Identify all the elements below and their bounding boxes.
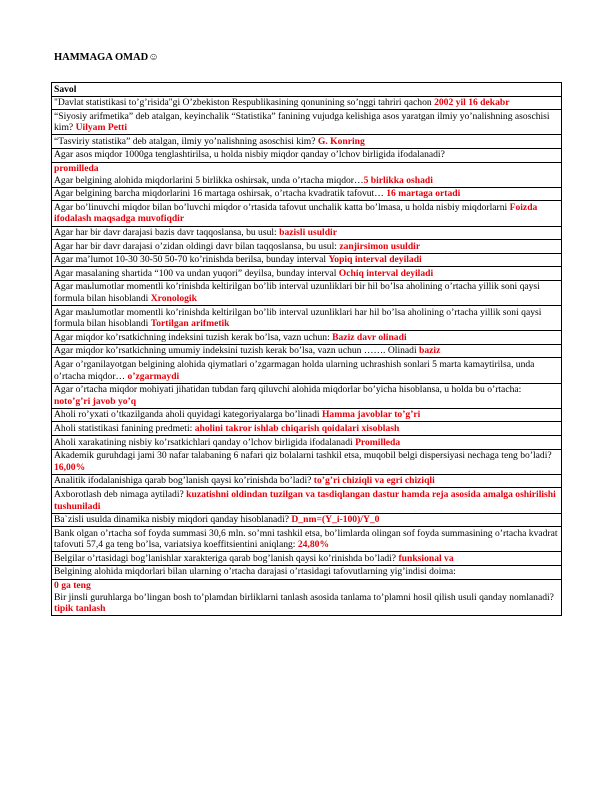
answer-text: Tortilgan arifmetik xyxy=(150,318,230,330)
question-text: Agar bo’linuvchi miqdor bilan bo’luvchi miqdor o’rtasida tafovut unchalik katta bo’lmasa, u holda nisbiy miqdorlarni xyxy=(54,201,510,213)
question-text: "Davlat statistikasi to’g’risida"gi O’zbekiston Respublikasining qonunining so’nggi tahriri qachon xyxy=(54,97,435,109)
question-text: Agar har bir davr darajasi bazis davr taqqoslansa, bu usul: xyxy=(54,227,280,239)
question-text: Agar miqdor ko’rsatkichning indeksini tuzish kerak bo’lsa, vazn uchun: xyxy=(54,331,333,343)
question-cell xyxy=(52,422,562,436)
question-cell xyxy=(52,488,562,513)
table-row xyxy=(52,226,562,240)
question-text: Bank olgan o’rtacha sof foyda summasi 30,6 mln. so’mni tashkil etsa, bo’limlarda olingan sof foyda summasining o’rtacha kvadrat tafovuti 57,4 ga teng bo’lsa, variatsiya koeffitsientini aniqlang: xyxy=(54,527,558,551)
answer-text: funksional va xyxy=(398,552,454,564)
question-text: Agar asos miqdor 1000ga tenglashtirilsa, u holda nisbiy miqdor qanday o’lchov birligida ifodalanadi? xyxy=(54,149,445,161)
question-cell xyxy=(52,96,562,110)
question-text: Agar belgining barcha miqdorlarini 16 martaga oshirsak, o’rtacha kvadratik tafovut… xyxy=(54,188,387,200)
table-row xyxy=(52,527,562,552)
question-cell xyxy=(52,358,562,383)
answer-text: noto’g’ri javob yo’q xyxy=(54,395,137,407)
question-text: “Siyosiy arifmetika” deb atalgan, keyinchalik “Statistika” fanining vujudga kelishiga asos yaratgan ilmiy yo’nalishning asoschisi kim? xyxy=(54,110,550,134)
question-cell xyxy=(52,110,562,135)
question-text: Akademik guruhdagi jami 30 nafar talabaning 6 nafari qiz bolalarni tashkil etsa, muqobil belgi dispersiyasi nechaga teng bo’ladi? xyxy=(54,450,552,462)
table-row xyxy=(52,565,562,579)
table-row xyxy=(52,513,562,527)
question-text: Belgining alohida miqdorlari bilan ularning o’rtacha darajasi o’rtasidagi tafovutlarning yig’indisi doima: xyxy=(54,566,456,578)
question-text: Agar har bir davr darajasi o’zidan oldingi davr bilan taqqoslansa, bu usul: xyxy=(54,240,340,252)
answer-text: 2002 yil 16 dekabr xyxy=(434,97,510,109)
question-text: Agar masalaning shartida “100 va undan yuqori” deyilsa, bunday interval xyxy=(54,267,339,279)
table-row xyxy=(52,162,562,187)
table-row xyxy=(52,449,562,474)
answer-text: Ochiq interval deyiladi xyxy=(338,267,434,279)
table-row xyxy=(52,331,562,345)
question-cell xyxy=(52,148,562,162)
table-header-row xyxy=(52,83,562,97)
question-cell xyxy=(52,267,562,281)
table-row xyxy=(52,408,562,422)
answer-text: Foizda ifodalash maqsadga muvofiqdir xyxy=(54,201,538,225)
table-row xyxy=(52,383,562,408)
table-row xyxy=(52,148,562,162)
answer-text: 16,00% xyxy=(54,461,86,473)
answer-text: zanjirsimon usuldir xyxy=(339,240,421,252)
header-cell: Savol xyxy=(52,83,562,97)
answer-text: 16 martaga ortadi xyxy=(386,188,461,200)
question-text: Aholi xarakatining nisbiy ko’rsatkichlari qanday o’lchov birligida ifodalanadi xyxy=(54,436,356,448)
answer-text: Uilyam Petti xyxy=(75,122,128,134)
question-cell xyxy=(52,226,562,240)
question-cell xyxy=(52,579,562,616)
question-text: Aholi statistikasi fanining predmeti: xyxy=(54,422,195,434)
question-cell xyxy=(52,383,562,408)
question-cell xyxy=(52,280,562,305)
question-cell xyxy=(52,408,562,422)
question-cell xyxy=(52,565,562,579)
question-text: Belgilar o’rtasidagi bog’lanishlar xarakteriga qarab bog’lanish qaysi ko’rinishda bo’ladi? xyxy=(54,552,399,564)
answer-text: Hamma javoblar to’g’ri xyxy=(321,409,421,421)
table-row xyxy=(52,135,562,149)
answer-text: kuzatishni oldindan tuzilgan va tasdiqlangan dastur hamda reja asosida amalga oshirilishi tushuniladi xyxy=(54,488,556,512)
question-cell xyxy=(52,527,562,552)
question-text: “Tasviriy statistika” deb atalgan, ilmiy yo’nalishning asoschisi kim? xyxy=(54,135,318,147)
answer-text: o’zgarmaydi xyxy=(127,370,180,382)
answer-text: D_nm=(Y_i-100)/Y_0 xyxy=(291,514,380,526)
question-cell xyxy=(52,240,562,254)
table-row xyxy=(52,422,562,436)
table-row xyxy=(52,552,562,566)
page-title: HAMMAGA OMAD☺ xyxy=(54,52,159,63)
question-cell xyxy=(52,344,562,358)
answer-text: tipik tanlash xyxy=(54,603,106,615)
answer-text: 5 birlikka oshadi xyxy=(363,174,433,186)
question-text: Agar o’rganilayotgan belgining alohida qiymatlari o’zgarmagan holda ularning uchrashish sonlari 5 marta kamaytirilsa, unda o’rtacha miqdor… xyxy=(54,358,535,382)
question-text: Aholi ro’yxati o’tkazilganda aholi quyidagi kategoriyalarga bo’linadi xyxy=(54,409,322,421)
answer-text: aholini takror ishlab chiqarish qoidalari xisoblash xyxy=(194,422,400,434)
table-row xyxy=(52,344,562,358)
table-row xyxy=(52,579,562,616)
question-text: Ba`zisli usulda dinamika nisbiy miqdori qanday hisoblanadi? xyxy=(54,514,292,526)
answer-text: baziz xyxy=(419,345,441,357)
table-row xyxy=(52,306,562,331)
answer-text: Xronologik xyxy=(150,293,197,304)
answer-text: 0 ga teng xyxy=(54,580,91,592)
question-text: Agar belgining alohida miqdorlarini 5 birlikka oshirsak, unda o’rtacha miqdor… xyxy=(54,174,364,186)
question-cell xyxy=(52,162,562,187)
question-cell xyxy=(52,187,562,201)
answer-text: Baziz davr olinadi xyxy=(332,331,407,343)
question-text: Bir jinsli guruhlarga bo’lingan bosh to’plamdan birliklarni tanlash asosida tanlama to’plamni hosil qilish usuli qanday nomlanadi? xyxy=(54,591,554,603)
question-cell xyxy=(52,306,562,331)
answer-text: 24,80% xyxy=(297,539,330,551)
table-row xyxy=(52,474,562,488)
question-text: Agar ma’lumot 10-30 30-50 50-70 ko’rinishda berilsa, bunday interval xyxy=(54,254,329,266)
table-row xyxy=(52,201,562,226)
question-text: Analitik ifodalanishiga qarab bog’lanish qaysi ko’rinishda bo’ladi? xyxy=(54,475,314,487)
question-text: Agar maьlumotlar momentli ko’rinishda keltirilgan bo’lib interval uzunliklari bir hil bo’lsa aholining o’rtacha yillik soni qaysi formula bilan hisoblandi xyxy=(54,281,540,304)
table-row xyxy=(52,358,562,383)
table-row xyxy=(52,96,562,110)
question-cell xyxy=(52,331,562,345)
questions-table xyxy=(51,82,562,616)
table-row xyxy=(52,280,562,305)
table-row xyxy=(52,240,562,254)
question-cell xyxy=(52,513,562,527)
table-row xyxy=(52,267,562,281)
smiley-icon: ☺ xyxy=(148,52,159,63)
question-cell xyxy=(52,436,562,450)
table-row xyxy=(52,110,562,135)
answer-text: to’g’ri chiziqli va egri chiziqli xyxy=(313,475,435,487)
question-text: Axborotlash deb nimaga aytiladi? xyxy=(54,488,187,500)
question-cell xyxy=(52,135,562,149)
question-text: Agar maьlumotlar momentli ko’rinishda keltirilgan bo’lib interval uzunliklari har hil bo’lsa aholining o’rtacha yillik soni qaysi formula bilan hisoblandi xyxy=(54,306,542,330)
question-text: Agar o’rtacha miqdor mohiyati jihatidan tubdan farq qiluvchi alohida miqdorlar bo’yicha hisoblansa, u holda bu o’rtacha: xyxy=(54,384,522,396)
question-cell xyxy=(52,201,562,226)
answer-text: promilleda xyxy=(54,163,99,175)
question-cell xyxy=(52,552,562,566)
table-row xyxy=(52,253,562,267)
question-cell xyxy=(52,474,562,488)
table-row xyxy=(52,187,562,201)
answer-text: bazisli usuldir xyxy=(279,227,337,239)
answer-text: Promilleda xyxy=(355,436,401,448)
answer-text: G. Konring xyxy=(317,135,365,147)
question-text: Agar miqdor ko’rsatkichning umumiy indeksini tuzish kerak bo’lsa, vazn uchun ……. Olinadi xyxy=(54,345,420,357)
table-row xyxy=(52,488,562,513)
table-row xyxy=(52,436,562,450)
question-cell xyxy=(52,449,562,474)
question-cell xyxy=(52,253,562,267)
answer-text: Yopiq interval deyiladi xyxy=(328,254,422,266)
